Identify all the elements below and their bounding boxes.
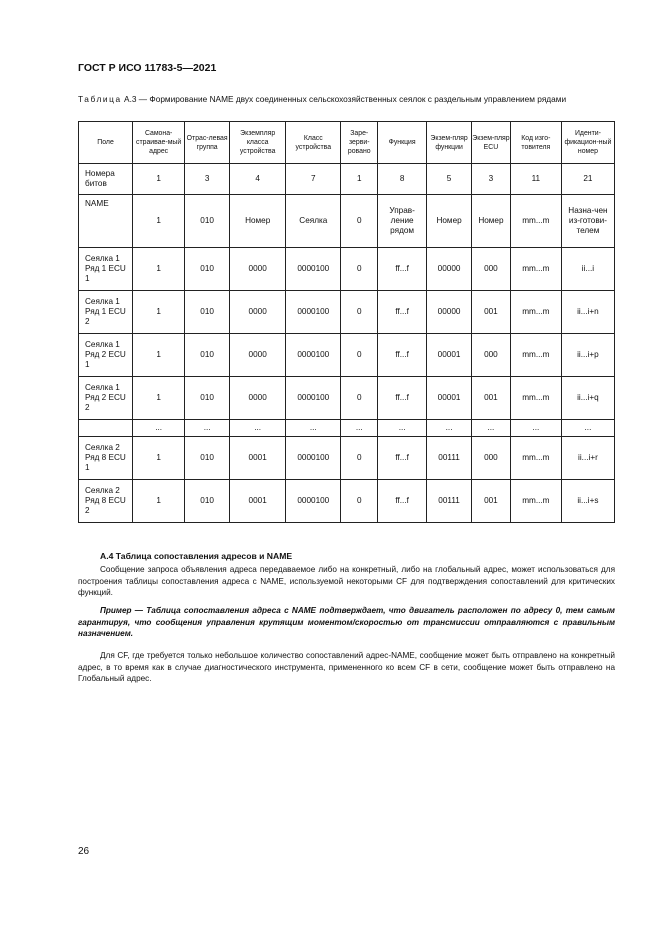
bits-row	[79, 164, 615, 195]
table-cell: mm...m	[510, 291, 561, 334]
row-label-cell: Сеялка 2 Ряд 8 ECU 1	[79, 437, 133, 480]
table-cell: 1	[341, 164, 378, 195]
table-cell: ii...i+p	[561, 334, 614, 377]
table-cell: 0	[341, 334, 378, 377]
table-cell: Номер	[427, 195, 472, 248]
table-cell: ii...i+q	[561, 377, 614, 420]
table-cell: 010	[185, 291, 230, 334]
table-cell: 1	[133, 248, 185, 291]
table-cell: 7	[286, 164, 341, 195]
table-cell: ff...f	[378, 480, 427, 523]
table-cell: 0000100	[286, 248, 341, 291]
page-number: 26	[78, 846, 90, 857]
table-cell: 0000100	[286, 480, 341, 523]
caption-text: А.3 — Формирование NAME двух соединенных сельскохозяйственных сеялок с раздельным управлением рядами	[121, 94, 567, 104]
table-cell: ii...i	[561, 248, 614, 291]
table-cell: 00111	[427, 437, 472, 480]
table-cell: mm...m	[510, 195, 561, 248]
table-cell: mm...m	[510, 480, 561, 523]
document-header: ГОСТ Р ИСО 11783-5—2021	[78, 62, 217, 74]
ellipsis-row	[79, 420, 615, 437]
table-cell: mm...m	[510, 377, 561, 420]
table-cell: ff...f	[378, 437, 427, 480]
table-cell: 11	[510, 164, 561, 195]
column-header: Заре-зерви-ровано	[341, 122, 378, 164]
table-cell: ii...i+n	[561, 291, 614, 334]
table-cell: 0000	[230, 377, 286, 420]
paragraph-1: Сообщение запроса объявления адреса передаваемое либо на конкретный, либо на глобальный адрес, может использоваться для построения таблицы сопоставления адреса с NAME, используемой некоторыми CF для подтверждения сопоставлений для критических функций.	[78, 565, 615, 597]
table-row	[79, 437, 615, 480]
column-header: Экзем-пляр функции	[427, 122, 472, 164]
table-cell: 0001	[230, 437, 286, 480]
table-cell: 21	[561, 164, 614, 195]
name-formation-table	[78, 121, 615, 523]
table-cell: Назна-чен из-готови-телем	[561, 195, 614, 248]
column-header: Отрас-левая группа	[185, 122, 230, 164]
row-label-cell: Сеялка 1 Ряд 2 ECU 2	[79, 377, 133, 420]
table-cell: ...	[561, 420, 614, 437]
table-cell: ...	[378, 420, 427, 437]
row-label-cell	[79, 420, 133, 437]
column-header: Функция	[378, 122, 427, 164]
table-cell: 0	[341, 291, 378, 334]
table-cell: 010	[185, 377, 230, 420]
table-cell: ...	[185, 420, 230, 437]
table-cell: ...	[472, 420, 511, 437]
table-cell: 001	[472, 291, 511, 334]
table-cell: 001	[472, 480, 511, 523]
table-header-row	[79, 122, 615, 164]
table-cell: 00001	[427, 377, 472, 420]
table-cell: 1	[133, 377, 185, 420]
table-row	[79, 291, 615, 334]
table-cell: ...	[133, 420, 185, 437]
table-cell: ff...f	[378, 248, 427, 291]
table-cell: Номер	[472, 195, 511, 248]
table-cell: 010	[185, 437, 230, 480]
table-cell: 00000	[427, 248, 472, 291]
table-cell: 1	[133, 195, 185, 248]
table-cell: 000	[472, 437, 511, 480]
table-cell: 0000	[230, 248, 286, 291]
table-cell: 4	[230, 164, 286, 195]
table-cell: 000	[472, 248, 511, 291]
table-cell: 0	[341, 195, 378, 248]
table-cell: 001	[472, 377, 511, 420]
column-header: Поле	[79, 122, 133, 164]
table-cell: Управ-ление рядом	[378, 195, 427, 248]
table-cell: ...	[510, 420, 561, 437]
table-cell: ii...i+r	[561, 437, 614, 480]
table-cell: 00000	[427, 291, 472, 334]
table-cell: 8	[378, 164, 427, 195]
table-cell: ...	[286, 420, 341, 437]
table-cell: 1	[133, 334, 185, 377]
table-cell: 1	[133, 437, 185, 480]
row-label-cell: Номера битов	[79, 164, 133, 195]
column-header: Иденти-фикацион-ный номер	[561, 122, 614, 164]
table-cell: mm...m	[510, 437, 561, 480]
table-cell: 1	[133, 164, 185, 195]
table-cell: 5	[427, 164, 472, 195]
table-cell: 3	[185, 164, 230, 195]
column-header: Самона-страивае-мый адрес	[133, 122, 185, 164]
name-row	[79, 195, 615, 248]
table-cell: mm...m	[510, 248, 561, 291]
table-cell: 0000100	[286, 291, 341, 334]
table-cell: 1	[133, 480, 185, 523]
column-header: Экземпляр класса устройства	[230, 122, 286, 164]
table-cell: Сеялка	[286, 195, 341, 248]
table-cell: 010	[185, 480, 230, 523]
table-cell: 0001	[230, 480, 286, 523]
column-header: Класс устройства	[286, 122, 341, 164]
table-cell: 010	[185, 248, 230, 291]
table-cell: ff...f	[378, 377, 427, 420]
table-cell: 0	[341, 377, 378, 420]
table-cell: mm...m	[510, 334, 561, 377]
table-cell: 0000	[230, 291, 286, 334]
table-row	[79, 248, 615, 291]
table-cell: ...	[427, 420, 472, 437]
table-cell: 1	[133, 291, 185, 334]
row-label-cell: Сеялка 1 Ряд 1 ECU 1	[79, 248, 133, 291]
row-label-cell: Сеялка 2 Ряд 8 ECU 2	[79, 480, 133, 523]
table-cell: ff...f	[378, 334, 427, 377]
table-row	[79, 377, 615, 420]
table-cell: 0000100	[286, 377, 341, 420]
table-cell: ii...i+s	[561, 480, 614, 523]
table-cell: ...	[230, 420, 286, 437]
table-cell: 000	[472, 334, 511, 377]
table-cell: Номер	[230, 195, 286, 248]
table-cell: ...	[341, 420, 378, 437]
section-title: А.4 Таблица сопоставления адресов и NAME	[100, 551, 293, 561]
table-cell: 0	[341, 248, 378, 291]
row-label-cell: Сеялка 1 Ряд 1 ECU 2	[79, 291, 133, 334]
paragraph-2: Для CF, где требуется только небольшое количество сопоставлений адрес-NAME, сообщение может быть отправлено на конкретный адрес, в то время как в случае диагностического инструмента, примененного ко всем CF в сети, сообщение может быть отправлено на Глобальный адрес.	[78, 651, 615, 683]
table-cell: 00111	[427, 480, 472, 523]
table-row	[79, 480, 615, 523]
table-cell: 0000100	[286, 437, 341, 480]
table-cell: 010	[185, 334, 230, 377]
table-cell: 0000	[230, 334, 286, 377]
table-cell: ff...f	[378, 291, 427, 334]
row-label-cell: NAME	[79, 195, 133, 248]
table-caption	[78, 94, 618, 104]
table-cell: 3	[472, 164, 511, 195]
caption-label: Таблица	[78, 94, 122, 104]
table-cell: 010	[185, 195, 230, 248]
column-header: Код изго-товителя	[510, 122, 561, 164]
column-header: Экзем-пляр ECU	[472, 122, 511, 164]
row-label-cell: Сеялка 1 Ряд 2 ECU 1	[79, 334, 133, 377]
table-cell: 0	[341, 480, 378, 523]
table-cell: 0	[341, 437, 378, 480]
example-paragraph: Пример — Таблица сопоставления адреса с NAME подтверждает, что двигатель расположен по адресу 0, тем самым гарантируя, что сообщения управления крутящим моментом/скоростью от трансмиссии отправляются с правильным назначением.	[78, 606, 615, 638]
table-row	[79, 334, 615, 377]
table-cell: 00001	[427, 334, 472, 377]
table-cell: 0000100	[286, 334, 341, 377]
